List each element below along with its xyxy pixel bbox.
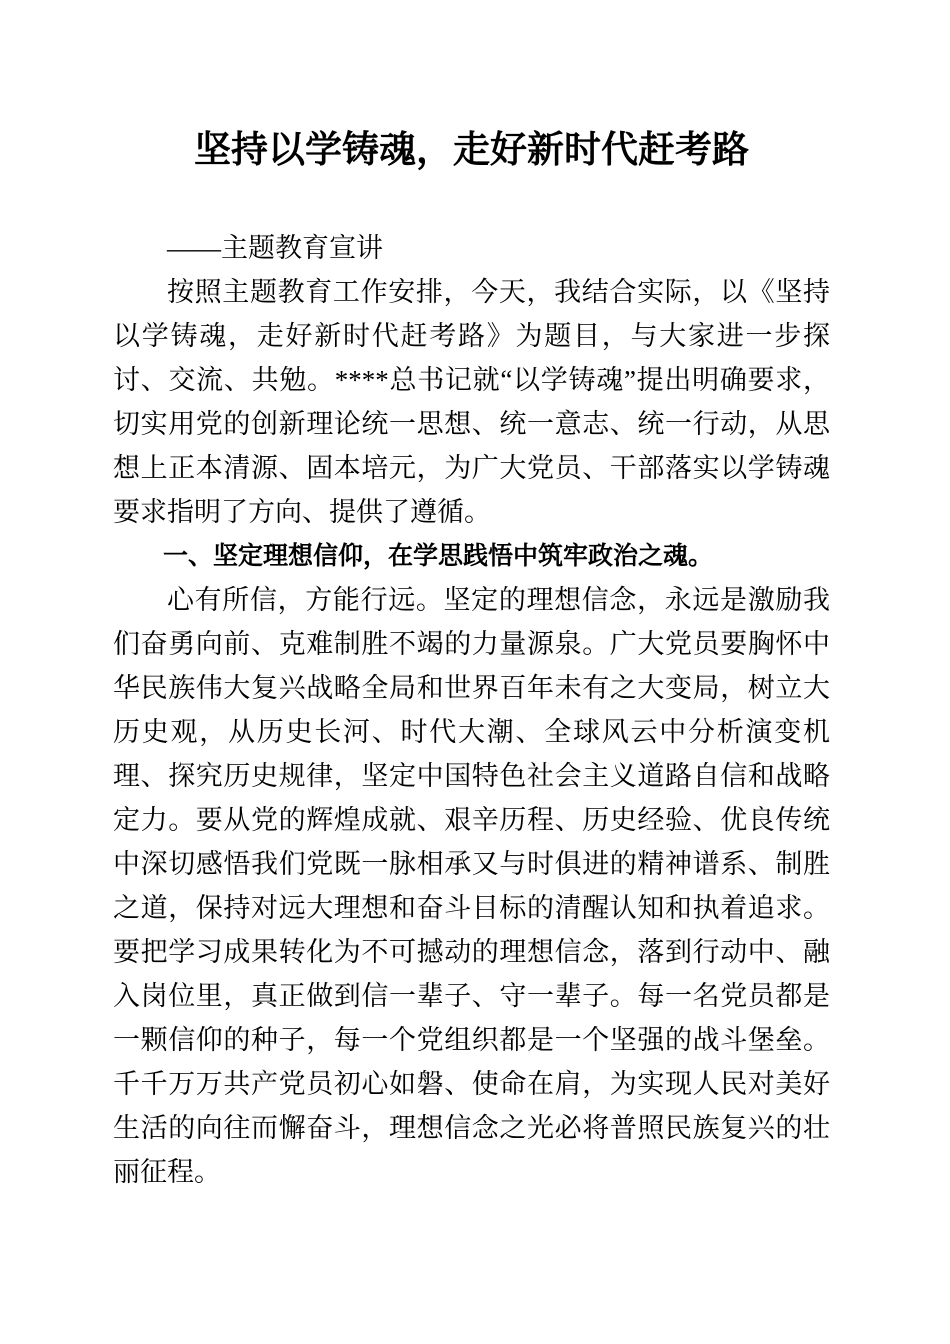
document-subtitle: ——主题教育宣讲 — [167, 233, 383, 263]
section-1-heading: 一、坚定理想信仰，在学思践悟中筑牢政治之魂。 — [163, 542, 714, 570]
section-1-body: 心有所信，方能行远。坚定的理想信念，永远是激励我们奋勇向前、克难制胜不竭的力量源泉。广大党员要胸怀中华民族伟大复兴战略全局和世界百年未有之大变局，树立大历史观，从历史长河、时代大潮、全球风云中分析演变机理、探究历史规律，坚定中国特色社会主义道路自信和战略定力。要从党的辉煌成就、艰辛历程、历史经验、优良传统中深切感悟我们党既一脉相承又与时俱进的精神谱系、制胜之道，保持对远大理想和奋斗目标的清醒认知和执着追求。要把学习成果转化为不可撼动的理想信念，落到行动中、融入岗位里，真正做到信一辈子、守一辈子。每一名党员都是一颗信仰的种子，每一个党组织都是一个坚强的战斗堡垒。千千万万共产党员初心如磐、使命在肩，为实现人民对美好生活的向往而懈奋斗，理想信念之光必将普照民族复兴的壮丽征程。 — [113, 585, 830, 1187]
document-title: 坚持以学铸魂，走好新时代赶考路 — [194, 130, 749, 171]
intro-paragraph: 按照主题教育工作安排，今天，我结合实际，以《坚持以学铸魂，走好新时代赶考路》为题目，与大家进一步探讨、交流、共勉。****总书记就“以学铸魂”提出明确要求，切实用党的创新理论统一思想、统一意志、统一行动，从思想上正本清源、固本培元，为广大党员、干部落实以学铸魂要求指明了方向、提供了遵循。 — [113, 277, 830, 527]
